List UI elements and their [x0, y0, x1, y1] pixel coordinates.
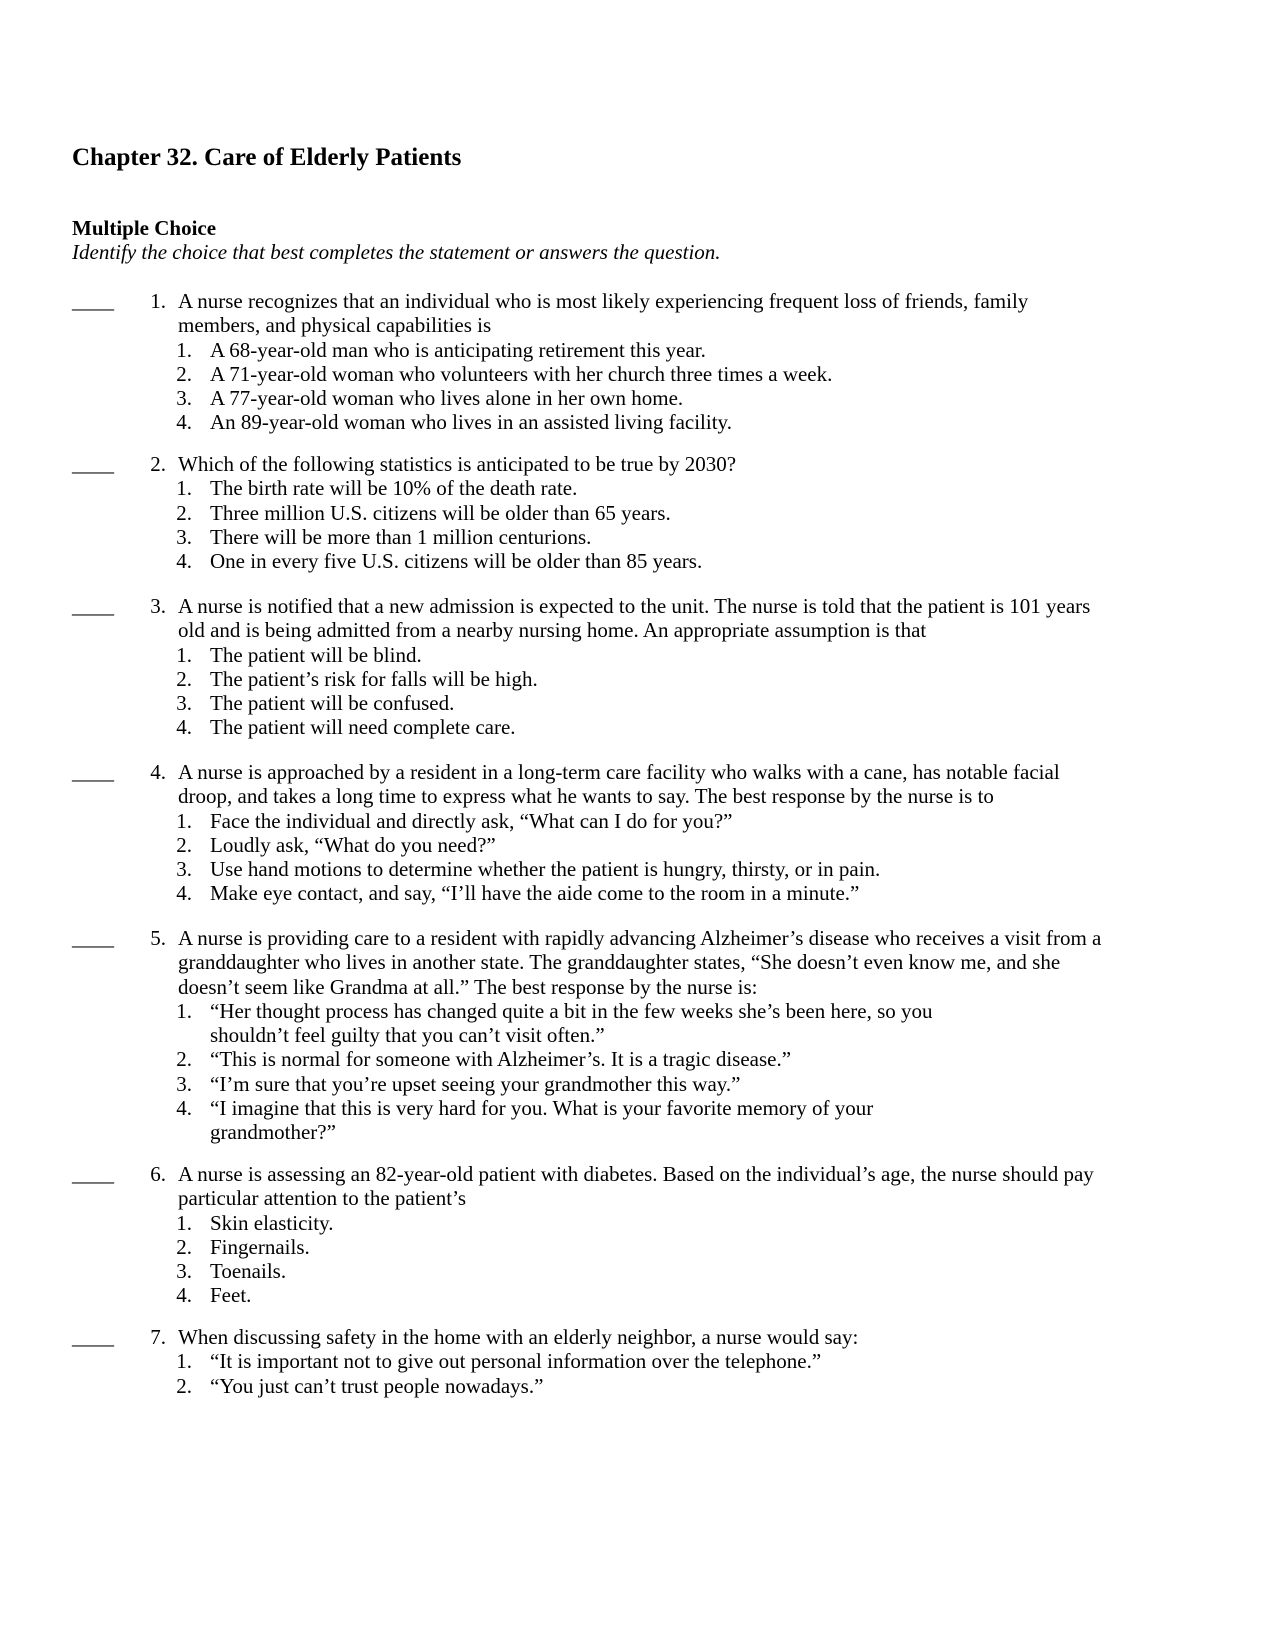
- question-number: 3.: [150, 594, 166, 618]
- option-text-line: A 71-year-old woman who volunteers with her church three times a week.: [210, 361, 833, 386]
- option-text: [210, 833, 992, 857]
- question-text-line: droop, and takes a long time to express what he wants to say. The best response by the nurse is to: [178, 784, 994, 809]
- option-text: [210, 667, 992, 691]
- option-number: 1.: [176, 998, 192, 1023]
- answer-option: [172, 1349, 992, 1373]
- option-number: 2.: [176, 832, 192, 857]
- answer-option: [172, 715, 992, 739]
- option-number: 3.: [176, 691, 192, 716]
- option-number: 2.: [176, 1373, 192, 1398]
- answer-blank: ____: [72, 926, 114, 950]
- option-number: 2.: [176, 1234, 192, 1259]
- option-number: 3.: [176, 1071, 192, 1096]
- answer-blank: ____: [72, 289, 114, 313]
- option-number: 4.: [176, 881, 192, 906]
- option-text: [210, 1072, 992, 1096]
- answer-option: [172, 476, 992, 500]
- option-text-line: Make eye contact, and say, “I’ll have the aide come to the room in a minute.”: [210, 881, 860, 906]
- question-text: [178, 452, 1158, 476]
- option-text-line: The patient’s risk for falls will be high.: [210, 666, 538, 691]
- option-text: [210, 1259, 992, 1283]
- option-number: 4.: [176, 715, 192, 740]
- option-number: 2.: [176, 361, 192, 386]
- answer-option: [172, 1211, 992, 1235]
- question-text-line: particular attention to the patient’s: [178, 1186, 467, 1211]
- option-text-line: The patient will need complete care.: [210, 715, 516, 740]
- option-text: [210, 1211, 992, 1235]
- option-text: [210, 881, 992, 905]
- option-text: [210, 809, 992, 833]
- option-text-line: An 89-year-old woman who lives in an assisted living facility.: [210, 410, 732, 435]
- section-heading: Multiple Choice: [72, 216, 217, 240]
- option-number: 3.: [176, 857, 192, 882]
- question-text-line: granddaughter who lives in another state. The granddaughter states, “She doesn’t even know me, and she: [178, 950, 1061, 975]
- answer-blank: ____: [72, 760, 114, 784]
- option-number: 1.: [176, 1210, 192, 1235]
- option-text: [210, 525, 992, 549]
- option-text: [210, 691, 992, 715]
- answer-option: [172, 525, 992, 549]
- option-text: [210, 338, 992, 362]
- option-text-line: grandmother?”: [210, 1120, 336, 1145]
- option-text: [210, 1096, 992, 1145]
- question-text-line: A nurse is assessing an 82-year-old patient with diabetes. Based on the individual’s age, the nurse should pay: [178, 1162, 1094, 1186]
- option-number: 4.: [176, 1096, 192, 1121]
- question-text-line: members, and physical capabilities is: [178, 313, 492, 338]
- option-number: 3.: [176, 1259, 192, 1284]
- answer-blank: ____: [72, 452, 114, 476]
- question-text: [178, 289, 1158, 338]
- question-number: 2.: [150, 452, 166, 476]
- option-text-line: shouldn’t feel guilty that you can’t visit often.”: [210, 1023, 605, 1048]
- answer-option: [172, 501, 992, 525]
- answer-option: [172, 1235, 992, 1259]
- answer-option: [172, 809, 992, 833]
- answer-option: [172, 1374, 992, 1398]
- answer-option: [172, 833, 992, 857]
- option-text-line: A 77-year-old woman who lives alone in her own home.: [210, 386, 684, 411]
- question-text-line: old and is being admitted from a nearby nursing home. An appropriate assumption is that: [178, 618, 927, 643]
- question-text: [178, 926, 1158, 999]
- option-text: [210, 643, 992, 667]
- option-text-line: Toenails.: [210, 1259, 287, 1284]
- option-text-line: A 68-year-old man who is anticipating retirement this year.: [210, 337, 706, 362]
- option-text-line: Face the individual and directly ask, “What can I do for you?”: [210, 808, 733, 833]
- question-number: 7.: [150, 1325, 166, 1349]
- question-number: 5.: [150, 926, 166, 950]
- option-number: 1.: [176, 642, 192, 667]
- answer-option: [172, 386, 992, 410]
- instructions: Identify the choice that best completes the statement or answers the question.: [72, 240, 721, 264]
- option-text-line: One in every five U.S. citizens will be older than 85 years.: [210, 549, 703, 574]
- answer-option: [172, 999, 992, 1048]
- option-number: 1.: [176, 1349, 192, 1374]
- option-text-line: The patient will be confused.: [210, 691, 455, 716]
- option-text-line: Three million U.S. citizens will be older than 65 years.: [210, 500, 671, 525]
- option-text-line: Loudly ask, “What do you need?”: [210, 832, 496, 857]
- answer-options: [172, 643, 992, 740]
- option-text-line: “It is important not to give out personal information over the telephone.”: [210, 1349, 822, 1374]
- option-text-line: Use hand motions to determine whether the patient is hungry, thirsty, or in pain.: [210, 857, 881, 882]
- option-number: 4.: [176, 549, 192, 574]
- option-number: 2.: [176, 1047, 192, 1072]
- option-text: [210, 476, 992, 500]
- option-text: [210, 1283, 992, 1307]
- option-text: [210, 549, 992, 573]
- option-text: [210, 1374, 992, 1398]
- option-number: 1.: [176, 808, 192, 833]
- question-number: 1.: [150, 289, 166, 313]
- option-text-line: Fingernails.: [210, 1234, 310, 1259]
- option-number: 4.: [176, 1283, 192, 1308]
- answer-options: [172, 999, 992, 1145]
- option-text-line: The patient will be blind.: [210, 642, 422, 667]
- answer-option: [172, 1283, 992, 1307]
- option-text-line: “Her thought process has changed quite a bit in the few weeks she’s been here, so you: [210, 998, 933, 1023]
- question-text-line: A nurse is providing care to a resident with rapidly advancing Alzheimer’s disease who receives a visit from a: [178, 926, 1102, 950]
- option-text: [210, 1235, 992, 1259]
- question-text-line: A nurse recognizes that an individual who is most likely experiencing frequent loss of friends, family: [178, 289, 1029, 313]
- question-text: [178, 760, 1158, 809]
- question-number: 6.: [150, 1162, 166, 1186]
- answer-options: [172, 809, 992, 906]
- answer-option: [172, 1047, 992, 1071]
- answer-option: [172, 410, 992, 434]
- chapter-title: Chapter 32. Care of Elderly Patients: [72, 144, 462, 171]
- option-text: [210, 1047, 992, 1071]
- option-text: [210, 362, 992, 386]
- option-text: [210, 386, 992, 410]
- question-number: 4.: [150, 760, 166, 784]
- answer-option: [172, 1072, 992, 1096]
- option-text-line: “I imagine that this is very hard for you. What is your favorite memory of your: [210, 1096, 874, 1121]
- question-text: [178, 1325, 1158, 1349]
- option-number: 1.: [176, 476, 192, 501]
- answer-blank: ____: [72, 594, 114, 618]
- question-text: [178, 594, 1158, 643]
- option-text-line: Feet.: [210, 1283, 252, 1308]
- answer-option: [172, 1096, 992, 1145]
- question-text: [178, 1162, 1158, 1211]
- option-text: [210, 999, 992, 1048]
- option-text-line: “I’m sure that you’re upset seeing your grandmother this way.”: [210, 1071, 741, 1096]
- answer-option: [172, 691, 992, 715]
- question-text-line: Which of the following statistics is anticipated to be true by 2030?: [178, 452, 737, 476]
- answer-option: [172, 667, 992, 691]
- option-text-line: The birth rate will be 10% of the death rate.: [210, 476, 578, 501]
- option-number: 3.: [176, 524, 192, 549]
- answer-blank: ____: [72, 1325, 114, 1349]
- option-text: [210, 1349, 992, 1373]
- option-number: 4.: [176, 410, 192, 435]
- option-number: 1.: [176, 337, 192, 362]
- answer-option: [172, 362, 992, 386]
- question-text-line: A nurse is approached by a resident in a long-term care facility who walks with a cane, has notable facial: [178, 760, 1060, 784]
- answer-option: [172, 338, 992, 362]
- option-text-line: There will be more than 1 million centurions.: [210, 524, 592, 549]
- question-text-line: doesn’t seem like Grandma at all.” The best response by the nurse is:: [178, 974, 758, 999]
- option-text-line: “You just can’t trust people nowadays.”: [210, 1373, 544, 1398]
- answer-options: [172, 1211, 992, 1308]
- option-text-line: “This is normal for someone with Alzheimer’s. It is a tragic disease.”: [210, 1047, 792, 1072]
- answer-option: [172, 881, 992, 905]
- question-text-line: When discussing safety in the home with an elderly neighbor, a nurse would say:: [178, 1325, 859, 1349]
- option-text-line: Skin elasticity.: [210, 1210, 334, 1235]
- answer-options: [172, 338, 992, 435]
- option-text: [210, 501, 992, 525]
- question-text-line: A nurse is notified that a new admission is expected to the unit. The nurse is told that the patient is 101 years: [178, 594, 1091, 618]
- option-text: [210, 410, 992, 434]
- option-number: 2.: [176, 500, 192, 525]
- option-text: [210, 857, 992, 881]
- answer-option: [172, 643, 992, 667]
- answer-options: [172, 476, 992, 573]
- option-number: 2.: [176, 666, 192, 691]
- answer-option: [172, 549, 992, 573]
- answer-option: [172, 857, 992, 881]
- answer-options: [172, 1349, 992, 1398]
- answer-option: [172, 1259, 992, 1283]
- answer-blank: ____: [72, 1162, 114, 1186]
- option-number: 3.: [176, 386, 192, 411]
- option-text: [210, 715, 992, 739]
